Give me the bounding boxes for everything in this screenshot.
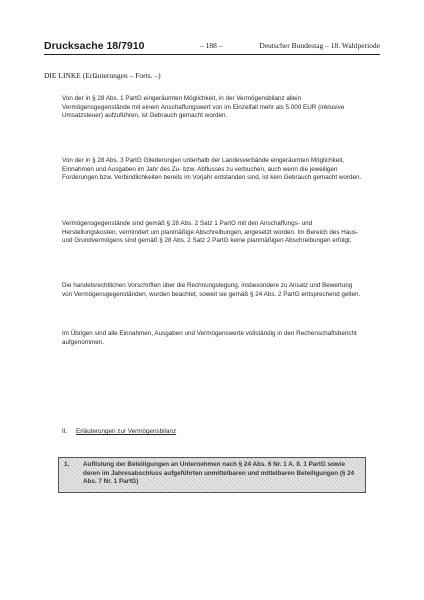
- paragraph-4: Die handelsrechtlichen Vorschriften über die Rechnungslegung, insbesondere zu Ansatz und Bewertung von Vermögensgegenständen, wurden beachtet, soweit sie gemäß § 24 Abs. 2 PartG entsprechend gelten.: [62, 282, 361, 298]
- paragraph-2: Von der in § 28 Abs. 3 PartG Gliederungen unterhalb der Landesverbände eingeräumten Möglichkeit, Einnahmen und Ausgaben im Jahr des Zu- bzw. Abflusses zu verbuchen, auch wenn die jeweiligen Forderungen bzw. Verbindlichkeiten bereits im Vorjahr entstanden sind, ist kein Gebrauch gemacht worden.: [62, 157, 362, 182]
- subsection-number: 1.: [64, 461, 70, 468]
- document-label: Drucksache 18/: [44, 40, 122, 52]
- subsection-title: Auflistung der Beteiligungen an Unternehmen nach § 24 Abs. 6 Nr. 1 A. II. 1 PartG sowie deren im Jahresabschluss aufgeführten unmittelbaren und mittelbaren Beteiligungen (§ 24 Abs. 7 Nr. 1 PartG): [83, 461, 355, 486]
- paragraph-3: Vermögensgegenstände sind gemäß § 28 Abs. 2 Satz 1 PartG mit den Anschaffungs- und Herstellungskosten, vermindert um planmäßige Abschreibungen, angesetzt worden. Im Bereich des Haus- und Grundvermögens sind gemäß § 28 Abs. 2 Satz 2 PartG keine planmäßigen Abschreibungen erfolgt.: [62, 220, 359, 245]
- party-heading: DIE LINKE (Erläuterungen – Forts. –): [44, 71, 161, 80]
- document-number: [44, 40, 144, 52]
- page-header: [44, 40, 380, 55]
- page-number: – 188 –: [200, 41, 223, 50]
- paragraph-1: Von der in § 28 Abs. 1 PartG eingeräumten Möglichkeit, in der Vermögensbilanz allein Vermögensgegenstände mit einem Anschaffungswert von im Einzelfall mehr als 5.000 EUR (inklusive Umsatzsteuer) aufzuführen, ist Gebrauch gemacht worden.: [62, 95, 345, 120]
- section-title: Erläuterungen zur Vermögensbilanz: [76, 428, 177, 435]
- section-number: II.: [62, 428, 68, 435]
- document-number-value: 7910: [121, 40, 145, 52]
- paragraph-5: Im Übrigen sind alle Einnahmen, Ausgaben und Vermögenswerte vollständig in den Rechenschaftsbericht aufgenommen.: [62, 330, 357, 346]
- publisher: Deutscher Bundestag – 18. Wahlperiode: [259, 41, 380, 50]
- highlighted-subsection-box: [58, 457, 366, 493]
